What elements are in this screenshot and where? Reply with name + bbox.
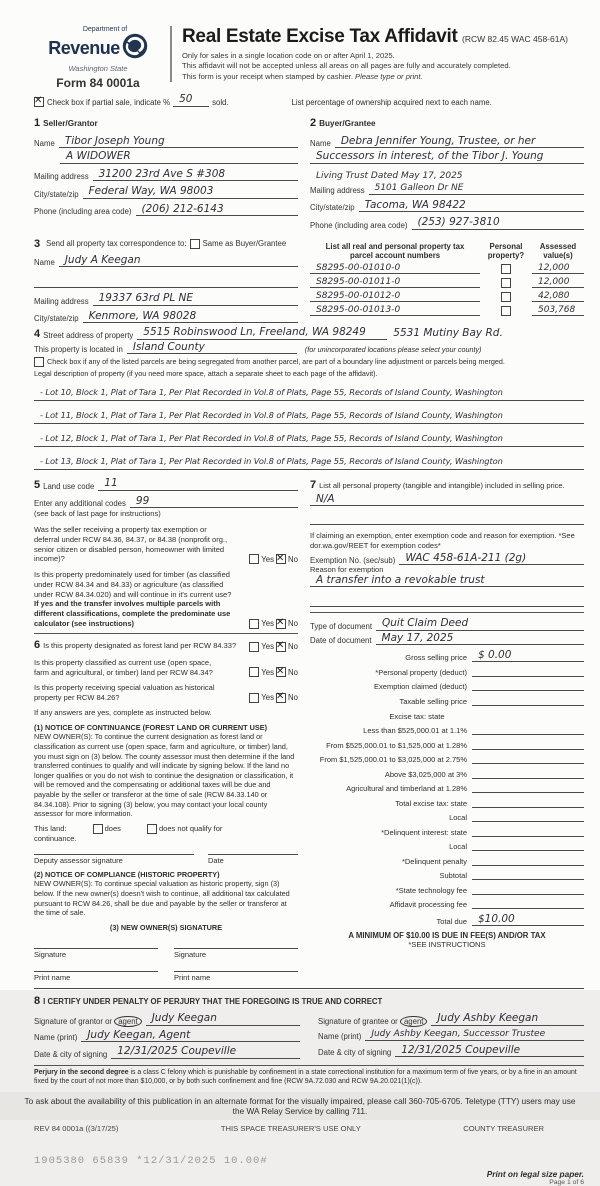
right-middle-column: 7 List all personal property (tangible and intangible) included in selling price. N/A If claiming an exemption, enter exemption code and reason for exemption. *See dor.wa.gov/REET for exemption codes* Exemption No. (sec/sub) WAC 458-61A-211 (2g) Reason for exemption A transfer into a revokable trust Type of document Quit Claim Deed Date of document May 17, 2025 Gross selling price $ 0.00 *Personal property (deduct) Exemption claimed (deduct) Taxable selling price Excise tax: state Less than $525,000.01 at 1.1% From $525,000.01 to $1,525,000 at 1.28% From $1,525,000.01 to $3,025,000 at 2.75% Above $3,025,000 at 3% Agricultural and timberland at 1.28% Total excise tax: state Local *Delinquent interest: state Local *Delinquent penalty Subtotal *State technology fee Affidavit processing fee Total due $10.00 A MINIMUM OF $10.00 IS DUE IN FEE(S) AND/OR TAX *SEE INSTRUCTIONS xyxy=(310,478,584,982)
reason-field2 xyxy=(310,596,584,607)
personal-property-deduct-field xyxy=(472,667,584,677)
certification-title: I CERTIFY UNDER PENALTY OF PERJURY THAT THE FOREGOING IS TRUE AND CORRECT xyxy=(43,997,383,1007)
seller-city-field: Federal Way, WA 98003 xyxy=(83,186,298,199)
correspondence-city-field: Kenmore, WA 98028 xyxy=(83,311,298,324)
title-block xyxy=(170,26,568,82)
currentuse-no-checkbox xyxy=(276,667,286,677)
seller-phone-field: (206) 212-6143 xyxy=(136,204,298,217)
currentuse-yes-checkbox xyxy=(249,667,259,677)
taxable-selling-price-field xyxy=(472,696,584,706)
historic-yes-checkbox xyxy=(249,693,259,703)
timber-question: Is this property predominately used for timber (as classified under RCW 84.34 and 84.33) or agriculture (as classified under RCW 84.34.020) and will continue in it's current use? If yes and the transfer involves multiple parcels with different classifications, complete the predominate use calculator (see instructions) xyxy=(34,570,232,628)
seller-name2-field: A WIDOWER xyxy=(60,151,298,164)
document-date-field: May 17, 2025 xyxy=(376,633,584,646)
forest-yes-checkbox xyxy=(249,642,259,652)
notice1-title: (1) NOTICE OF CONTINUANCE (FOREST LAND OR CURRENT USE) xyxy=(34,722,268,732)
forest-question: 6 Is this property designated as forest land per RCW 84.33? xyxy=(34,638,237,651)
form-header xyxy=(34,26,584,90)
affidavit-fee-field xyxy=(472,899,584,909)
form-title: Real Estate Excise Tax Affidavit xyxy=(182,26,458,47)
exemption-claimed-field xyxy=(472,681,584,691)
seller-mailing-field: 31200 23rd Ave S #308 xyxy=(93,169,298,182)
additional-codes-field: 99 xyxy=(130,496,298,509)
owner-signature-row xyxy=(34,948,298,959)
property-section-number: 4 xyxy=(34,327,41,340)
alternate-format-note: To ask about the availability of this publication in an alternate format for the visually impaired, please call 360-705-6705. Teletype (TTY) users may use the WA Relay Service by calling 711. xyxy=(0,1092,600,1120)
personal-property-checkbox xyxy=(501,292,511,302)
partial-sale-label: Check box if partial sale, indicate % xyxy=(47,97,171,107)
buyer-section-title: Buyer/Grantee xyxy=(319,118,376,128)
forest-no-checkbox xyxy=(276,642,286,652)
excise-tax-state-header: Excise tax: state xyxy=(389,711,445,721)
seller-section-number: 1 xyxy=(34,116,41,129)
personal-property-field: N/A xyxy=(310,494,584,507)
form-title-code: (RCW 82.45 WAC 458-61A) xyxy=(461,34,568,44)
section-buyer: 2 Buyer/Grantee Name Debra Jennifer Young, Trustee, or her Successors in interest, of the Tibor J. Young Living Trust Dated May 17, 2025 Mailing address 5101 Galleon Dr NE City/state/zip Tacoma, WA 98422 Phone (including area code) (253) 927-3810 xyxy=(310,113,584,230)
street-address-field: 5515 Robinswood Ln, Freeland, WA 98249 xyxy=(137,327,387,340)
agent-circled-word: agent xyxy=(114,1016,142,1027)
document-type-field: Quit Claim Deed xyxy=(376,618,584,631)
buyer-name2-field: Successors in interest, of the Tibor J. Young xyxy=(310,151,584,164)
buyer-name3-note: Living Trust Dated May 17, 2025 xyxy=(316,170,463,181)
does-not-checkbox xyxy=(147,824,157,834)
county-treasurer-label: COUNTY TREASURER xyxy=(463,1123,544,1133)
exemption-no-checkbox xyxy=(276,554,286,564)
parcel-row: S8295-00-01011-0 12,000 xyxy=(310,277,584,288)
deputy-signature-line: Deputy assessor signature xyxy=(34,854,194,865)
deputy-row xyxy=(34,854,298,865)
grantor-printname-field: Judy Keegan, Agent xyxy=(81,1030,300,1043)
personal-property-checkbox xyxy=(501,264,511,274)
delinquent-penalty-field xyxy=(472,856,584,866)
section-correspondence: 3 Send all property tax correspondence to: Same as Buyer/Grantee Name Judy A Keegan Mailing address 19337 63rd PL NE City/state/zip Kenmore, WA 98028 xyxy=(34,238,298,324)
delinquent-interest-state-field xyxy=(472,827,584,837)
exemption-no-field: WAC 458-61A-211 (2g) xyxy=(399,553,584,566)
exemption-yes-checkbox xyxy=(249,554,259,564)
exemption-note: If claiming an exemption, enter exemption code and reason for exemption. *See dor.wa.gov/REET for exemption codes* xyxy=(310,531,575,550)
partial-sale-suffix: sold. xyxy=(212,97,229,107)
grantor-datecity-field: 12/31/2025 Coupeville xyxy=(111,1046,300,1059)
buyer-name-field: Debra Jennifer Young, Trustee, or her xyxy=(335,136,584,149)
timber-no-checkbox xyxy=(276,619,286,629)
does-checkbox xyxy=(93,824,103,834)
page-number: Page 1 of 6 xyxy=(549,1178,584,1186)
grantee-signature-field: Judy Ashby Keegan xyxy=(431,1013,584,1026)
correspondence-name2-field xyxy=(34,277,298,288)
revenue-wordmark: Revenue xyxy=(48,38,120,58)
header-note-3: This form is your receipt when stamped by cashier. Please type or print. xyxy=(182,71,423,81)
revenue-logo-icon xyxy=(122,33,148,64)
subtotal-field xyxy=(472,870,584,880)
same-as-buyer-checkbox xyxy=(190,239,200,249)
partial-sale-row xyxy=(34,94,584,107)
instructions-note: (see back of last page for instructions) xyxy=(34,509,161,519)
parcel-row: S8295-00-01010-0 12,000 xyxy=(310,263,584,274)
grantee-signature-block: Signature of grantee or agent Judy Ashby Keegan Name (print) Judy Ashby Keegan, Successor Trustee Date & city of signing 12/31/2025 Coupeville xyxy=(318,1009,584,1059)
grantee-datecity-field: 12/31/2025 Coupeville xyxy=(395,1045,584,1058)
gross-selling-price-field: $ 0.00 xyxy=(472,650,584,663)
print-note: Print on legal size paper. xyxy=(486,1168,584,1179)
segregated-label: Check box if any of the listed parcels are being segregated from another parcel, are part of a boundary line adjustment or parcels being merged. xyxy=(47,357,505,366)
seller-section-title: Seller/Grantor xyxy=(43,118,98,128)
grantee-printname-field: Judy Ashby Keegan, Successor Trustee xyxy=(365,1030,584,1041)
treasurer-use-label: THIS SPACE TREASURER'S USE ONLY xyxy=(220,1123,361,1133)
notice1-body: NEW OWNER(S): To continue the current designation as forest land or classification as current use (open space, farm and agriculture, or timber) land, you must sign on (3) below. The county assessor must then determine if the land transferred continues to qualify and will indicate by signing below. If the land no longer qualifies or you do not wish to continue the designation or classification, it will be removed and the compensating or additional taxes will be due and payable by the seller or transferor at the time of sale (RCW 84.33.140 or 84.34.108). Prior to signing (3) below, you may contact your local county assessor for more information. xyxy=(34,732,295,819)
footer-row xyxy=(34,1124,584,1133)
total-due-field: $10.00 xyxy=(472,914,584,927)
correspondence-section-number: 3 xyxy=(34,237,41,250)
tier2-field xyxy=(472,740,584,750)
reason-label: Reason for exemption xyxy=(310,565,384,575)
owner-signature-line: Signature xyxy=(174,948,298,959)
seller-name-field: Tibor Joseph Young xyxy=(59,136,298,149)
section-certification xyxy=(34,991,584,1059)
buyer-phone-field: (253) 927-3810 xyxy=(412,217,584,230)
delinquent-local-field xyxy=(472,841,584,851)
local-field xyxy=(472,812,584,822)
ownership-note: List percentage of ownership acquired next to each name. xyxy=(291,97,492,107)
landuse-section-number: 5 xyxy=(34,478,41,491)
if-yes-note: If any answers are yes, complete as instructed below. xyxy=(34,707,212,717)
this-land-row: This land: does does not qualify for xyxy=(34,823,223,833)
total-excise-state-field xyxy=(472,798,584,808)
partial-sale-checkbox xyxy=(34,97,44,107)
notice2-body: NEW OWNER(S): To continue special valuation as historic property, sign (3) below. If the new owner(s) doesn't wish to continue, all additional tax calculated pursuant to RCW 84.26, shall be due and payable by the seller or transferor at the time of sale. xyxy=(34,879,290,918)
notice2-title: (2) NOTICE OF COMPLIANCE (HISTORIC PROPERTY) xyxy=(34,869,220,879)
parcel-row: S8295-00-01012-0 42,080 xyxy=(310,291,584,302)
county-field: Island County xyxy=(127,342,297,355)
agent-circled-word: agent xyxy=(400,1016,428,1027)
timber-yesno: Yes ✕ No xyxy=(249,619,298,629)
legal-description: - Lot 10, Block 1, Plat of Tara 1, Per Plat Recorded in Vol.8 of Plats, Page 55, Records of Island County, Washington - Lot 11, Block 1, Plat of Tara 1, Per Plat Recorded in Vol.8 of Plats, Page 55, Records of Island County, Washington - Lot 12, Block 1, Plat of Tara 1, Per Plat Recorded in Vol.8 of Plats, Page 55, Records of Island County, Washington - Lot 13, Block 1, Plat of Tara 1, Per Plat Recorded in Vol.8 of Plats, Page 55, Records of Island County, Washington xyxy=(34,382,584,470)
parcel-row: S8295-00-01013-0 503,768 xyxy=(310,305,584,316)
tier3-field xyxy=(472,754,584,764)
dept-of-label: Department of xyxy=(82,26,128,33)
partial-sale-percent: 50 xyxy=(173,94,209,107)
perjury-statement: Perjury in the second degree is a class C felony which is punishable by confinement in a state correctional institution for a maximum term of five years, or by a fine in an amount fixed by the court of not more than $10,000, or by both such confinement and fine (RCW 9A.72.030 and RCW 9A.20.021(1)(c)). xyxy=(34,1065,584,1087)
parcel-table: List all real and personal property tax parcel account numbers Personal property? Assessed value(s) S8295-00-01010-0 12,000 S8295-00-01011-0 12,000 S8295-00-01012-0 42,080 S8295-00-01013-0 503,768 xyxy=(310,242,584,324)
buyer-city-field: Tacoma, WA 98422 xyxy=(359,200,584,213)
timber-yes-checkbox xyxy=(249,619,259,629)
see-instructions-note: *SEE INSTRUCTIONS xyxy=(408,940,486,950)
county-note: (for unincorporated locations please select your county) xyxy=(304,345,482,354)
washington-state-label: Washington State xyxy=(68,64,128,73)
agri-timberland-field xyxy=(472,783,584,793)
personal-property-field2 xyxy=(310,514,584,525)
land-use-code-field: 11 xyxy=(98,478,298,491)
owner-signature-line: Signature xyxy=(34,948,158,959)
left-middle-column: 5 Land use code 11 Enter any additional codes 99 (see back of last page for instructions) Was the seller receiving a property tax exemption or deferral under RCW 84.36, 84.37, or 84.38 (nonprofit org., senior citizen or disabled person, homeowner with limited income)? Yes ✕ No Is this property predominately used for timber (as classified under RCW 84.34 and 84.33) or agriculture (as classified under RCW 84.34.020) and will continue in it's current use? If yes and the transfer involves multiple parcels with different classifications, complete the predominate use calculator (see instructions) Yes ✕ No 6 Is this property designated as forest land per RCW 84.33? Yes ✕ No Is this property classified as current use (open space, farm and agricultural, or timber) land per RCW 84.34? Yes ✕ No Is this property receiving special valuation as historical property per RCW 84.26? Yes ✕ No If any answers are yes, complete as instructed below. (1) NOTICE OF CONTINUANCE (FOREST LAND OR CURRENT USE) NEW OWNER(S): To continue the current designation as forest land or classification as current use (open space, farm and agriculture, or timber) land, you must sign on (3) below. The county assessor must then determine if the land transferred continues to qualify and will indicate by signing below. If the land no longer qualifies or you do not wish to continue the designation or classification, it will be removed and the compensating or additional taxes will be due and payable by the seller or transferor at the time of sale (RCW 84.33.140 or 84.34.108). Prior to signing (3) below, you may contact your local county assessor for more information. This land: does does not qualify for continuance. Deputy assessor signature Date (2) NOTICE OF COMPLIANCE (HISTORIC PROPERTY) NEW OWNER(S): To continue special valuation as historic property, sign (3) below. If the new owner(s) doesn't wish to continue, all additional tax calculated pursuant to RCW 84.26, shall be due and payable by the seller or transferor at the time of sale. (3) NEW OWNER(S) SIGNATURE Signature Signature Print name Print name xyxy=(34,478,298,982)
owner-printname-line: Print name xyxy=(34,971,158,982)
owners-signature-title: (3) NEW OWNER(S) SIGNATURE xyxy=(109,922,223,932)
header-note-1: Only for sales in a single location code on or after April 1, 2025. xyxy=(182,51,395,60)
historic-question: Is this property receiving special valuation as historical property per RCW 84.26? xyxy=(34,683,215,703)
legal-description-label: Legal description of property (if you need more space, attach a separate sheet to each page of the affidavit). xyxy=(34,369,378,378)
cashier-stamp: 1905380 65839 *12/31/2025 10.00# xyxy=(34,1154,268,1167)
reason-field: A transfer into a revokable trust xyxy=(310,575,584,588)
tier4-field xyxy=(472,769,584,779)
deputy-date-line: Date xyxy=(208,854,298,865)
certification-section-number: 8 xyxy=(34,995,41,1008)
state-tech-fee-field xyxy=(472,885,584,895)
grantor-signature-field: Judy Keegan xyxy=(146,1013,300,1026)
minimum-due-note: A MINIMUM OF $10.00 IS DUE IN FEE(S) AND/OR TAX xyxy=(348,931,546,941)
rev-number: REV 84 0001a ((3/17/25) xyxy=(34,1123,119,1133)
historic-no-checkbox xyxy=(276,693,286,703)
owner-printname-row xyxy=(34,971,298,982)
exemption-yesno: Yes ✕ No xyxy=(249,554,298,564)
grantor-signature-block: Signature of grantor or agent Judy Keegan Name (print) Judy Keegan, Agent Date & city of signing 12/31/2025 Coupeville xyxy=(34,1009,300,1059)
personal-property-checkbox xyxy=(501,306,511,316)
street-address-note: 5531 Mutiny Bay Rd. xyxy=(393,327,503,339)
tier1-field xyxy=(472,725,584,735)
correspondence-mailing-field: 19337 63rd PL NE xyxy=(93,293,298,306)
form-number: Form 84 0001a xyxy=(56,76,140,90)
section-property: 4 Street address of property 5515 Robinswood Ln, Freeland, WA 98249 5531 Mutiny Bay Rd. This property is located in Island County (for unincorporated locations please select your county) Check box if any of the listed parcels are being segregated from another parcel, are part of a boundary line adjustment or parcels being merged. Legal description of property (if you need more space, attach a separate sheet to each page of the affidavit). - Lot 10, Block 1, Plat of Tara 1, Per Plat Recorded in Vol.8 of Plats, Page 55, Records of Island County, Washington - Lot 11, Block 1, Plat of Tara 1, Per Plat Recorded in Vol.8 of Plats, Page 55, Records of Island County, Washington - Lot 12, Block 1, Plat of Tara 1, Per Plat Recorded in Vol.8 of Plats, Page 55, Records of Island County, Washington - Lot 13, Block 1, Plat of Tara 1, Per Plat Recorded in Vol.8 of Plats, Page 55, Records of Island County, Washington xyxy=(34,327,584,470)
owner-printname-line: Print name xyxy=(174,971,298,982)
exemption-question: Was the seller receiving a property tax exemption or deferral under RCW 84.36, 84.37, or 84.38 (nonprofit org., senior citizen or disabled person, homeowner with limited income)? xyxy=(34,525,228,564)
header-note-2: This affidavit will not be accepted unless all areas on all pages are fully and accurately completed. xyxy=(182,61,511,71)
personal-property-checkbox xyxy=(501,278,511,288)
buyer-section-number: 2 xyxy=(310,116,317,129)
current-use-question: Is this property classified as current use (open space, farm and agricultural, or timber) land per RCW 84.34? xyxy=(34,657,213,677)
dor-logo-block xyxy=(34,26,162,90)
personal-property-label: 7 List all personal property (tangible and intangible) included in selling price. xyxy=(310,479,565,492)
segregated-checkbox xyxy=(34,357,44,367)
buyer-mailing-field: 5101 Galleon Dr NE xyxy=(369,184,584,195)
correspondence-name-field: Judy A Keegan xyxy=(59,255,298,268)
section-seller: 1 Seller/Grantor Name Tibor Joseph Young A WIDOWER Mailing address 31200 23rd Ave S #308 City/state/zip Federal Way, WA 98003 Phone (including area code) (206) 212-6143 xyxy=(34,113,298,230)
continuance-label: continuance. xyxy=(34,833,77,843)
